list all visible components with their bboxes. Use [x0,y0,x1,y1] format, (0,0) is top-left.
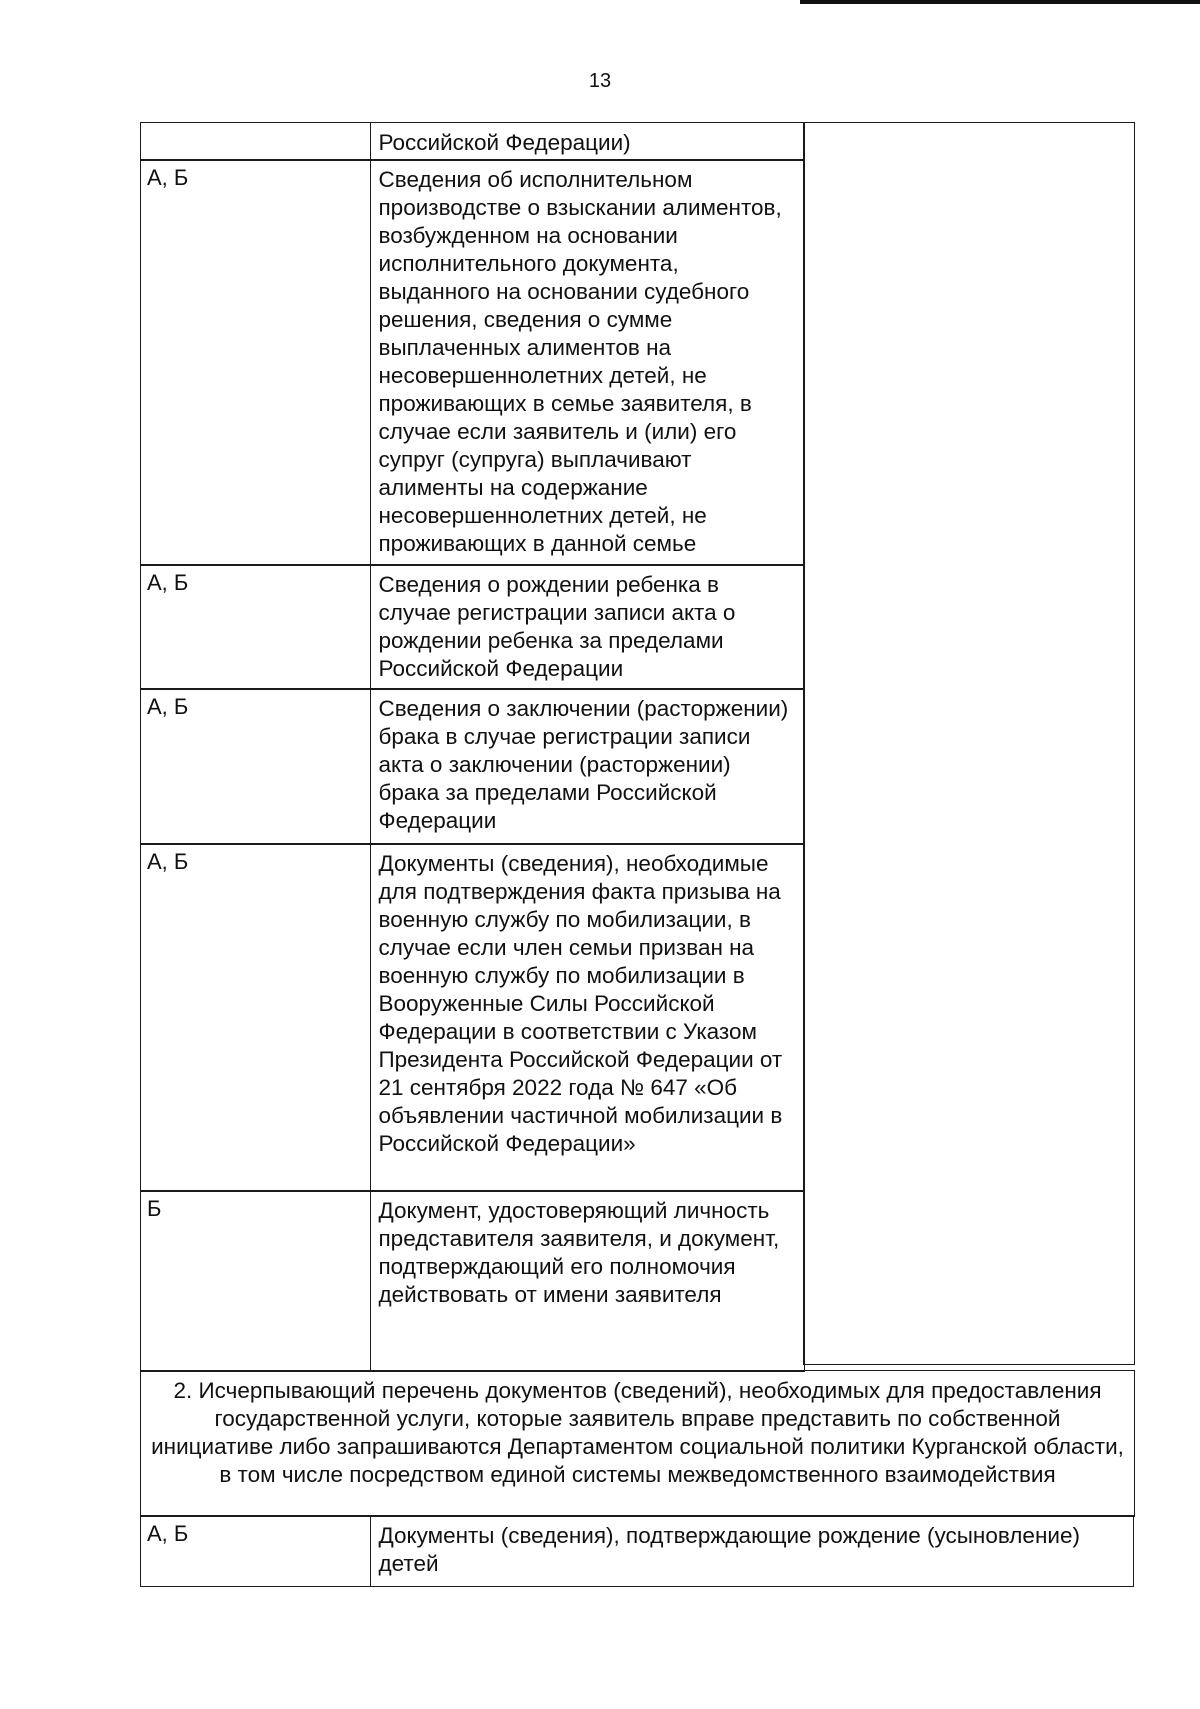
document-description-text: Документ, удостоверяющий личность представителя заявителя, и документ, подтверждающий его полномочия действовать от имени заявителя [378,1198,780,1307]
document-description-cell [370,688,805,845]
applicant-category-cell [140,122,371,161]
document-description-text: Сведения об исполнительном производстве о взыскании алиментов, возбужденном на основании исполнительного документа, выданного на основании судебного решения, сведения о сумме выплаченных алиментов на несовершеннолетних детей, не проживающих в семье заявителя, в случае если заявитель и (или) его супруг (супруга) выплачивают алименты на содержание несовершеннолетних детей, не проживающих в данной семье [378,167,782,556]
document-description-text: Документы (сведения), необходимые для подтверждения факта призыва на военную службу по мобилизации, в случае если член семьи призван на военную службу по мобилизации в Вооруженные Силы Российской Федерации в соответствии с Указом Президента Российской Федерации от 21 сентября 2022 года № 647 «Об объявлении частичной мобилизации в Российской Федерации» [378,851,783,1156]
document-description-text: Сведения о заключении (расторжении) брака в случае регистрации записи акта о заключении (расторжении) брака за пределами Российской Федерации [378,696,789,833]
applicant-category-cell: Б [140,1190,371,1372]
section-heading-row [140,1370,1135,1515]
applicant-category-cell: А, Б [140,688,371,845]
document-description-text: Документы (сведения), подтверждающие рождение (усыновление) детей [378,1523,1080,1576]
document-description-cell [370,843,805,1192]
document-description-text: Российской Федерации) [378,130,631,155]
document-description-cell [370,122,805,161]
top-edge-rule [800,0,1200,4]
applicant-category-cell: А, Б [140,159,371,566]
table-row [140,688,1135,843]
table-row [140,159,1135,564]
table-row [140,1515,1135,1585]
table-row [140,564,1135,688]
table-row [140,843,1135,1190]
document-description-cell [370,1190,805,1372]
section-heading: 2. Исчерпывающий перечень документов (сведений), необходимых для предоставления государственной услуги, которые заявитель вправе представить по собственной инициативе либо запрашиваются Департаментом социальной политики Курганской области, в том числе посредством единой системы межведомственного взаимодействия [140,1370,1135,1517]
table-row [140,1190,1135,1370]
upper-rows-block [140,122,1135,1370]
applicant-category-cell: А, Б [140,1515,371,1587]
document-description-cell [370,1515,1134,1587]
document-description-cell [370,564,805,690]
documents-table [140,122,1135,1585]
page-number: 13 [588,70,612,92]
applicant-category-cell: А, Б [140,564,371,690]
document-description-text: Сведения о рождении ребенка в случае регистрации записи акта о рождении ребенка за пределами Российской Федерации [378,572,736,681]
document-description-cell [370,159,805,566]
table-row [140,122,1135,159]
applicant-category-cell: А, Б [140,843,371,1192]
